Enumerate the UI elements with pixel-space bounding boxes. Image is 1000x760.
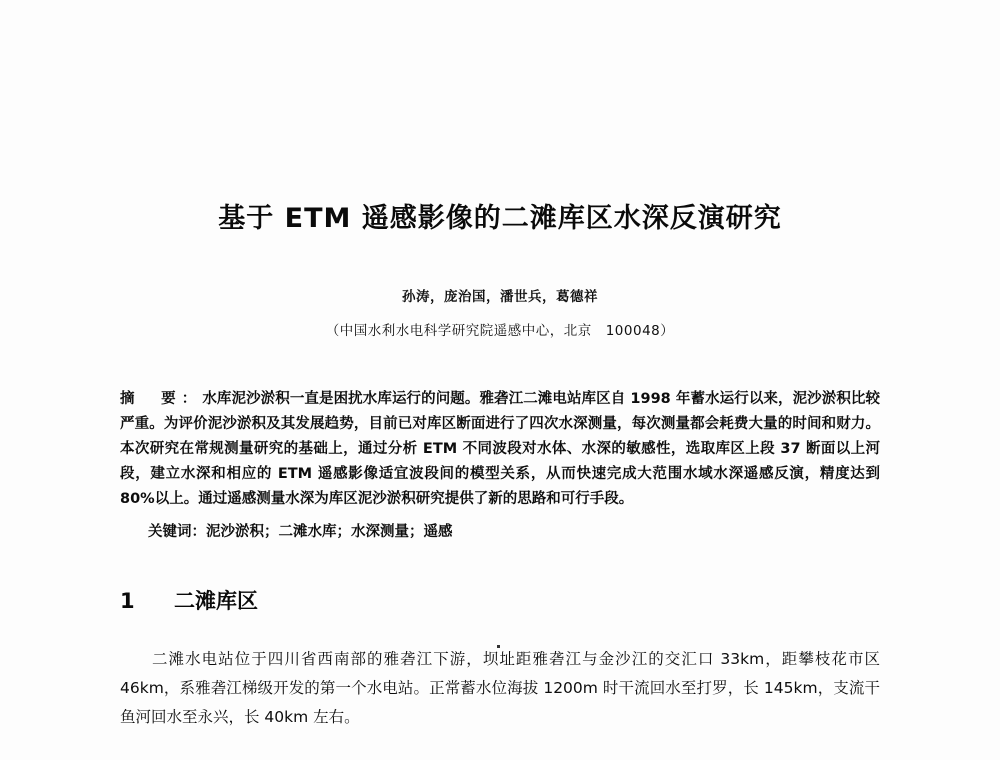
keywords-label: 关键词： [148,524,206,540]
abstract-label: 摘 要： [120,391,203,407]
page-artifact-dot [497,645,500,648]
keywords-block [120,520,880,545]
section-heading-1 [120,585,880,615]
section-1-paragraph: 二滩水电站位于四川省西南部的雅砻江下游，坝址距雅砻江与金沙江的交汇口 33km，距攀枝花市区 46km，系雅砻江梯级开发的第一个水电站。正常蓄水位海拔 1200m 时干流回水至打罗，长 145km，支流干鱼河回水至永兴，长 40km 左右。 [120,650,880,726]
page-title: 基于 ETM 遥感影像的二滩库区水深反演研究 [218,203,782,234]
affiliation-line: （中国水利水电科学研究院遥感中心，北京 100048） [325,323,675,339]
document-content [120,0,880,732]
author-list: 孙涛，庞治国，潘世兵，葛德祥 [402,289,598,305]
section-number: 1 [120,589,135,613]
section-title: 二滩库区 [174,589,258,613]
abstract-block [120,387,880,512]
keywords-text: 泥沙淤积；二滩水库；水深测量；遥感 [206,524,453,540]
abstract-text: 水库泥沙淤积一直是困扰水库运行的问题。雅砻江二滩电站库区自 1998 年蓄水运行以来，泥沙淤积比较严重。为评价泥沙淤积及其发展趋势，目前已对库区断面进行了四次水深测量，每次测量都会耗费大量的时间和财力。本次研究在常规测量研究的基础上，通过分析 ETM 不同波段对水体、水深的敏感性，选取库区上段 37 断面以上河段，建立水深和相应的 ETM 遥感影像适宜波段间的模型关系，从而快速完成大范围水域水深遥感反演，精度达到 80%以上。通过遥感测量水深为库区泥沙淤积研究提供了新的思路和可行手段。 [120,391,881,507]
